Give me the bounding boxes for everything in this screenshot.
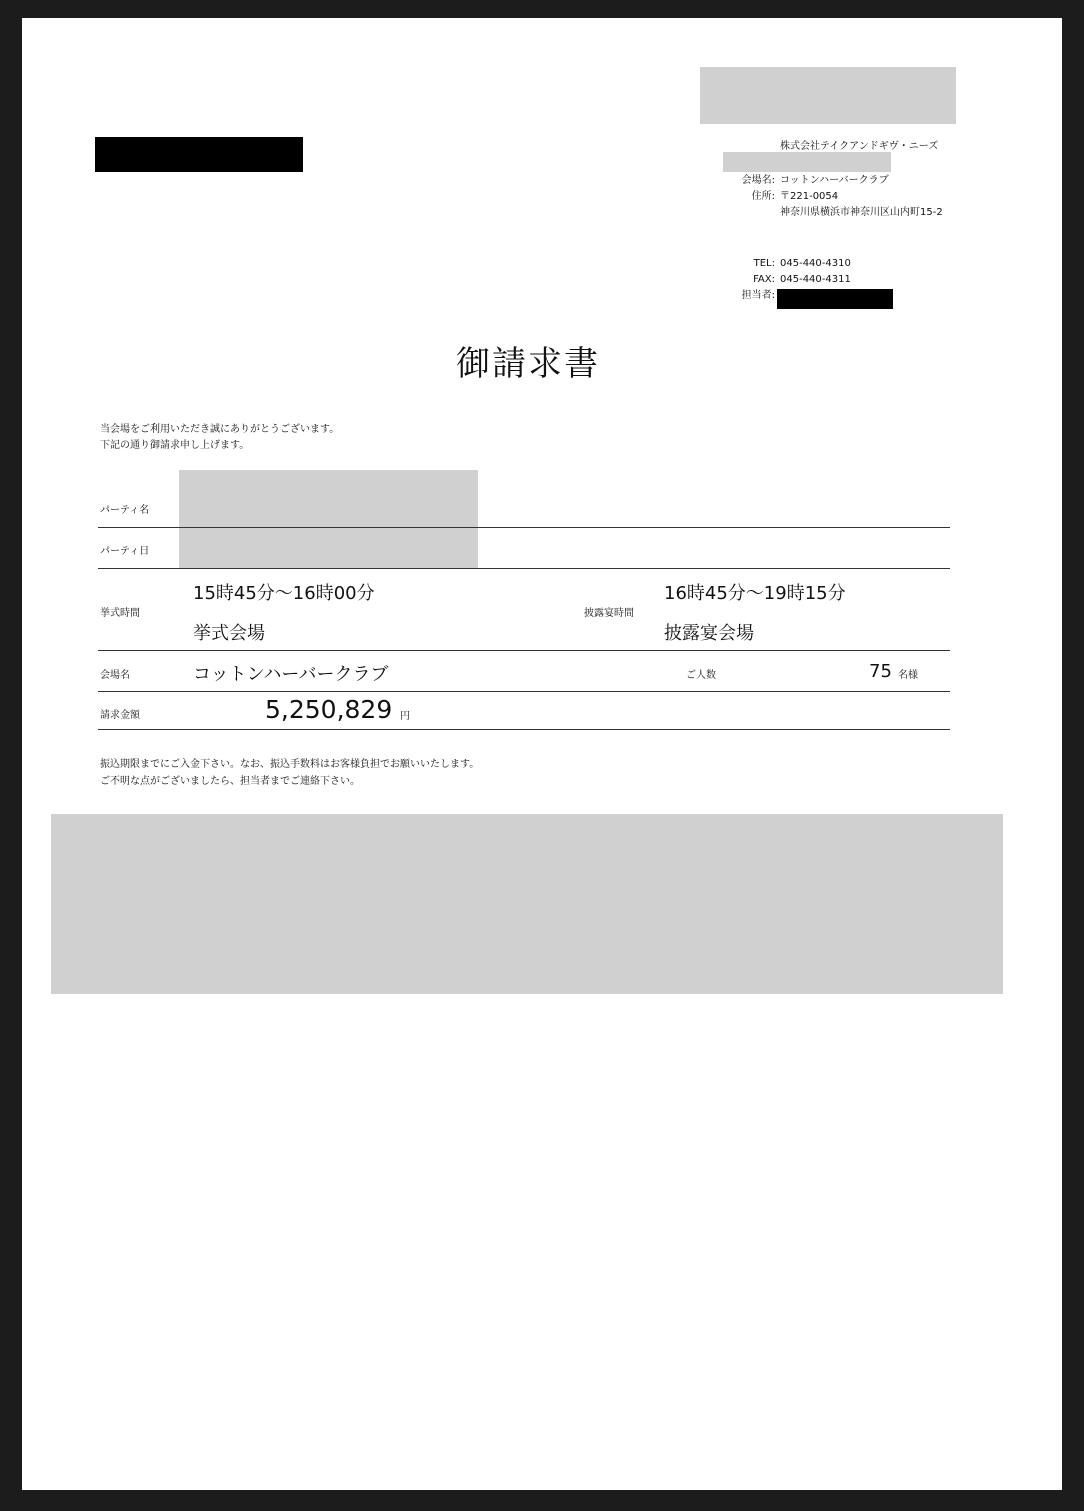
company-tel-label: TEL: [753, 258, 775, 269]
guests-label: ご人数 [686, 670, 716, 681]
intro-line-2: 下記の通り御請求申し上げます。 [100, 440, 250, 451]
company-address-label: 住所: [751, 191, 775, 202]
company-name: 株式会社テイクアンドギヴ・ニーズ [780, 141, 939, 152]
row-divider [98, 729, 950, 730]
guests-unit: 名様 [898, 670, 918, 681]
company-address: 神奈川県横浜市神奈川区山内町15-2 [780, 207, 943, 218]
reception-time-value: 16時45分～19時15分 [664, 583, 846, 604]
venue-label: 会場名 [100, 670, 130, 681]
redacted-company-line [723, 152, 891, 172]
ceremony-place-value: 挙式会場 [193, 623, 265, 644]
reception-time-label: 披露宴時間 [584, 608, 634, 619]
redacted-recipient [95, 137, 303, 172]
company-tel-value: 045-440-4310 [780, 258, 851, 269]
ceremony-time-label: 挙式時間 [100, 608, 140, 619]
redacted-payment-details [51, 814, 1003, 994]
note-line-2: ご不明な点がございましたら、担当者までご連絡下さい。 [100, 776, 360, 787]
company-venue-value: コットンハーバークラブ [780, 175, 889, 186]
row-divider [98, 527, 950, 528]
amount-value: 5,250,829 [265, 695, 393, 724]
intro-line-1: 当会場をご利用いただき誠にありがとうございます。 [100, 424, 340, 435]
guests-value: 75 [869, 661, 892, 682]
company-fax-label: FAX: [753, 274, 775, 285]
amount-unit: 円 [400, 711, 410, 722]
company-postal: 〒221-0054 [780, 191, 839, 202]
company-staff-label: 担当者: [741, 290, 775, 301]
redacted-party-info [179, 470, 478, 569]
note-line-1: 振込期限までにご入金下さい。なお、振込手数料はお客様負担でお願いいたします。 [100, 759, 480, 770]
party-date-label: パーティ日 [100, 546, 150, 557]
page-title: 御請求書 [456, 344, 600, 384]
invoice-page [22, 18, 1062, 1490]
amount-label: 請求金額 [100, 710, 140, 721]
row-divider [98, 568, 950, 569]
row-divider [98, 691, 950, 692]
redacted-staff-name [777, 289, 893, 309]
company-fax-value: 045-440-4311 [780, 274, 851, 285]
redacted-logo [700, 67, 956, 124]
company-venue-label: 会場名: [741, 175, 775, 186]
row-divider [98, 650, 950, 651]
venue-value: コットンハーバークラブ [193, 664, 389, 685]
reception-place-value: 披露宴会場 [664, 623, 754, 644]
party-name-label: パーティ名 [100, 505, 150, 516]
ceremony-time-value: 15時45分～16時00分 [193, 583, 375, 604]
